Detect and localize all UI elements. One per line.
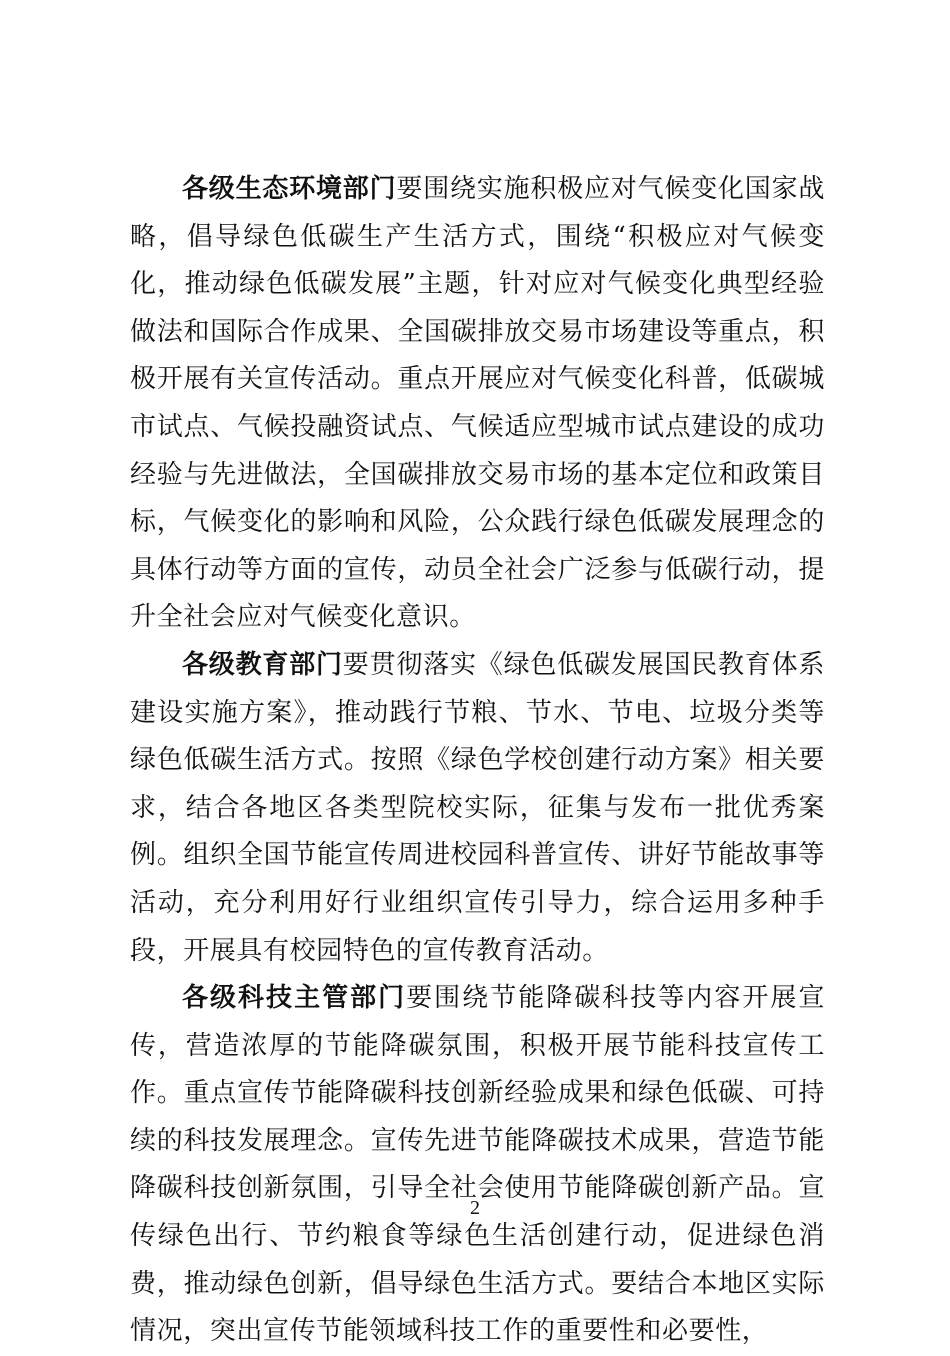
paragraph-lead: 各级教育部门 [182,649,343,680]
paragraph-science-technology [130,975,825,1356]
paragraph-education [130,642,825,975]
paragraph-ecology-environment [130,166,825,642]
paragraph-lead: 各级生态环境部门 [182,174,397,204]
document-body [130,166,825,1356]
paragraph-text: 要贯彻落实《绿色低碳发展国民教育体系建设实施方案》，推动践行节粮、节水、节电、垃圾分类等绿色低碳生活方式。按照《绿色学校创建行动方案》相关要求，结合各地区各类型院校实际，征集与发布一批优秀案例。组织全国节能宣传周进校园科普宣传、讲好节能故事等活动，充分利用好行业组织宣传引导力，综合运用多种手段，开展具有校园特色的宣传教育活动。 [130,649,825,966]
paragraph-lead: 各级科技主管部门 [182,983,407,1014]
paragraph-text: 要围绕节能降碳科技等内容开展宣传，营造浓厚的节能降碳氛围，积极开展节能科技宣传工作。重点宣传节能降碳科技创新经验成果和绿色低碳、可持续的科技发展理念。宣传先进节能降碳技术成果，营造节能降碳科技创新氛围，引导全社会使用节能降碳创新产品。宣传绿色出行、节约粮食等绿色生活创建行动，促进绿色消费，推动绿色创新，倡导绿色生活方式。要结合本地区实际情况，突出宣传节能领域科技工作的重要性和必要性， [130,983,825,1347]
page-number: 2 [470,1197,480,1219]
paragraph-text: 要围绕实施积极应对气候变化国家战略，倡导绿色低碳生产生活方式，围绕“积极应对气候变化，推动绿色低碳发展”主题，针对应对气候变化典型经验做法和国际合作成果、全国碳排放交易市场建设等重点，积极开展有关宣传活动。重点开展应对气候变化科普，低碳城市试点、气候投融资试点、气候适应型城市试点建设的成功经验与先进做法，全国碳排放交易市场的基本定位和政策目标，气候变化的影响和风险，公众践行绿色低碳发展理念的具体行动等方面的宣传，动员全社会广泛参与低碳行动，提升全社会应对气候变化意识。 [130,174,825,633]
